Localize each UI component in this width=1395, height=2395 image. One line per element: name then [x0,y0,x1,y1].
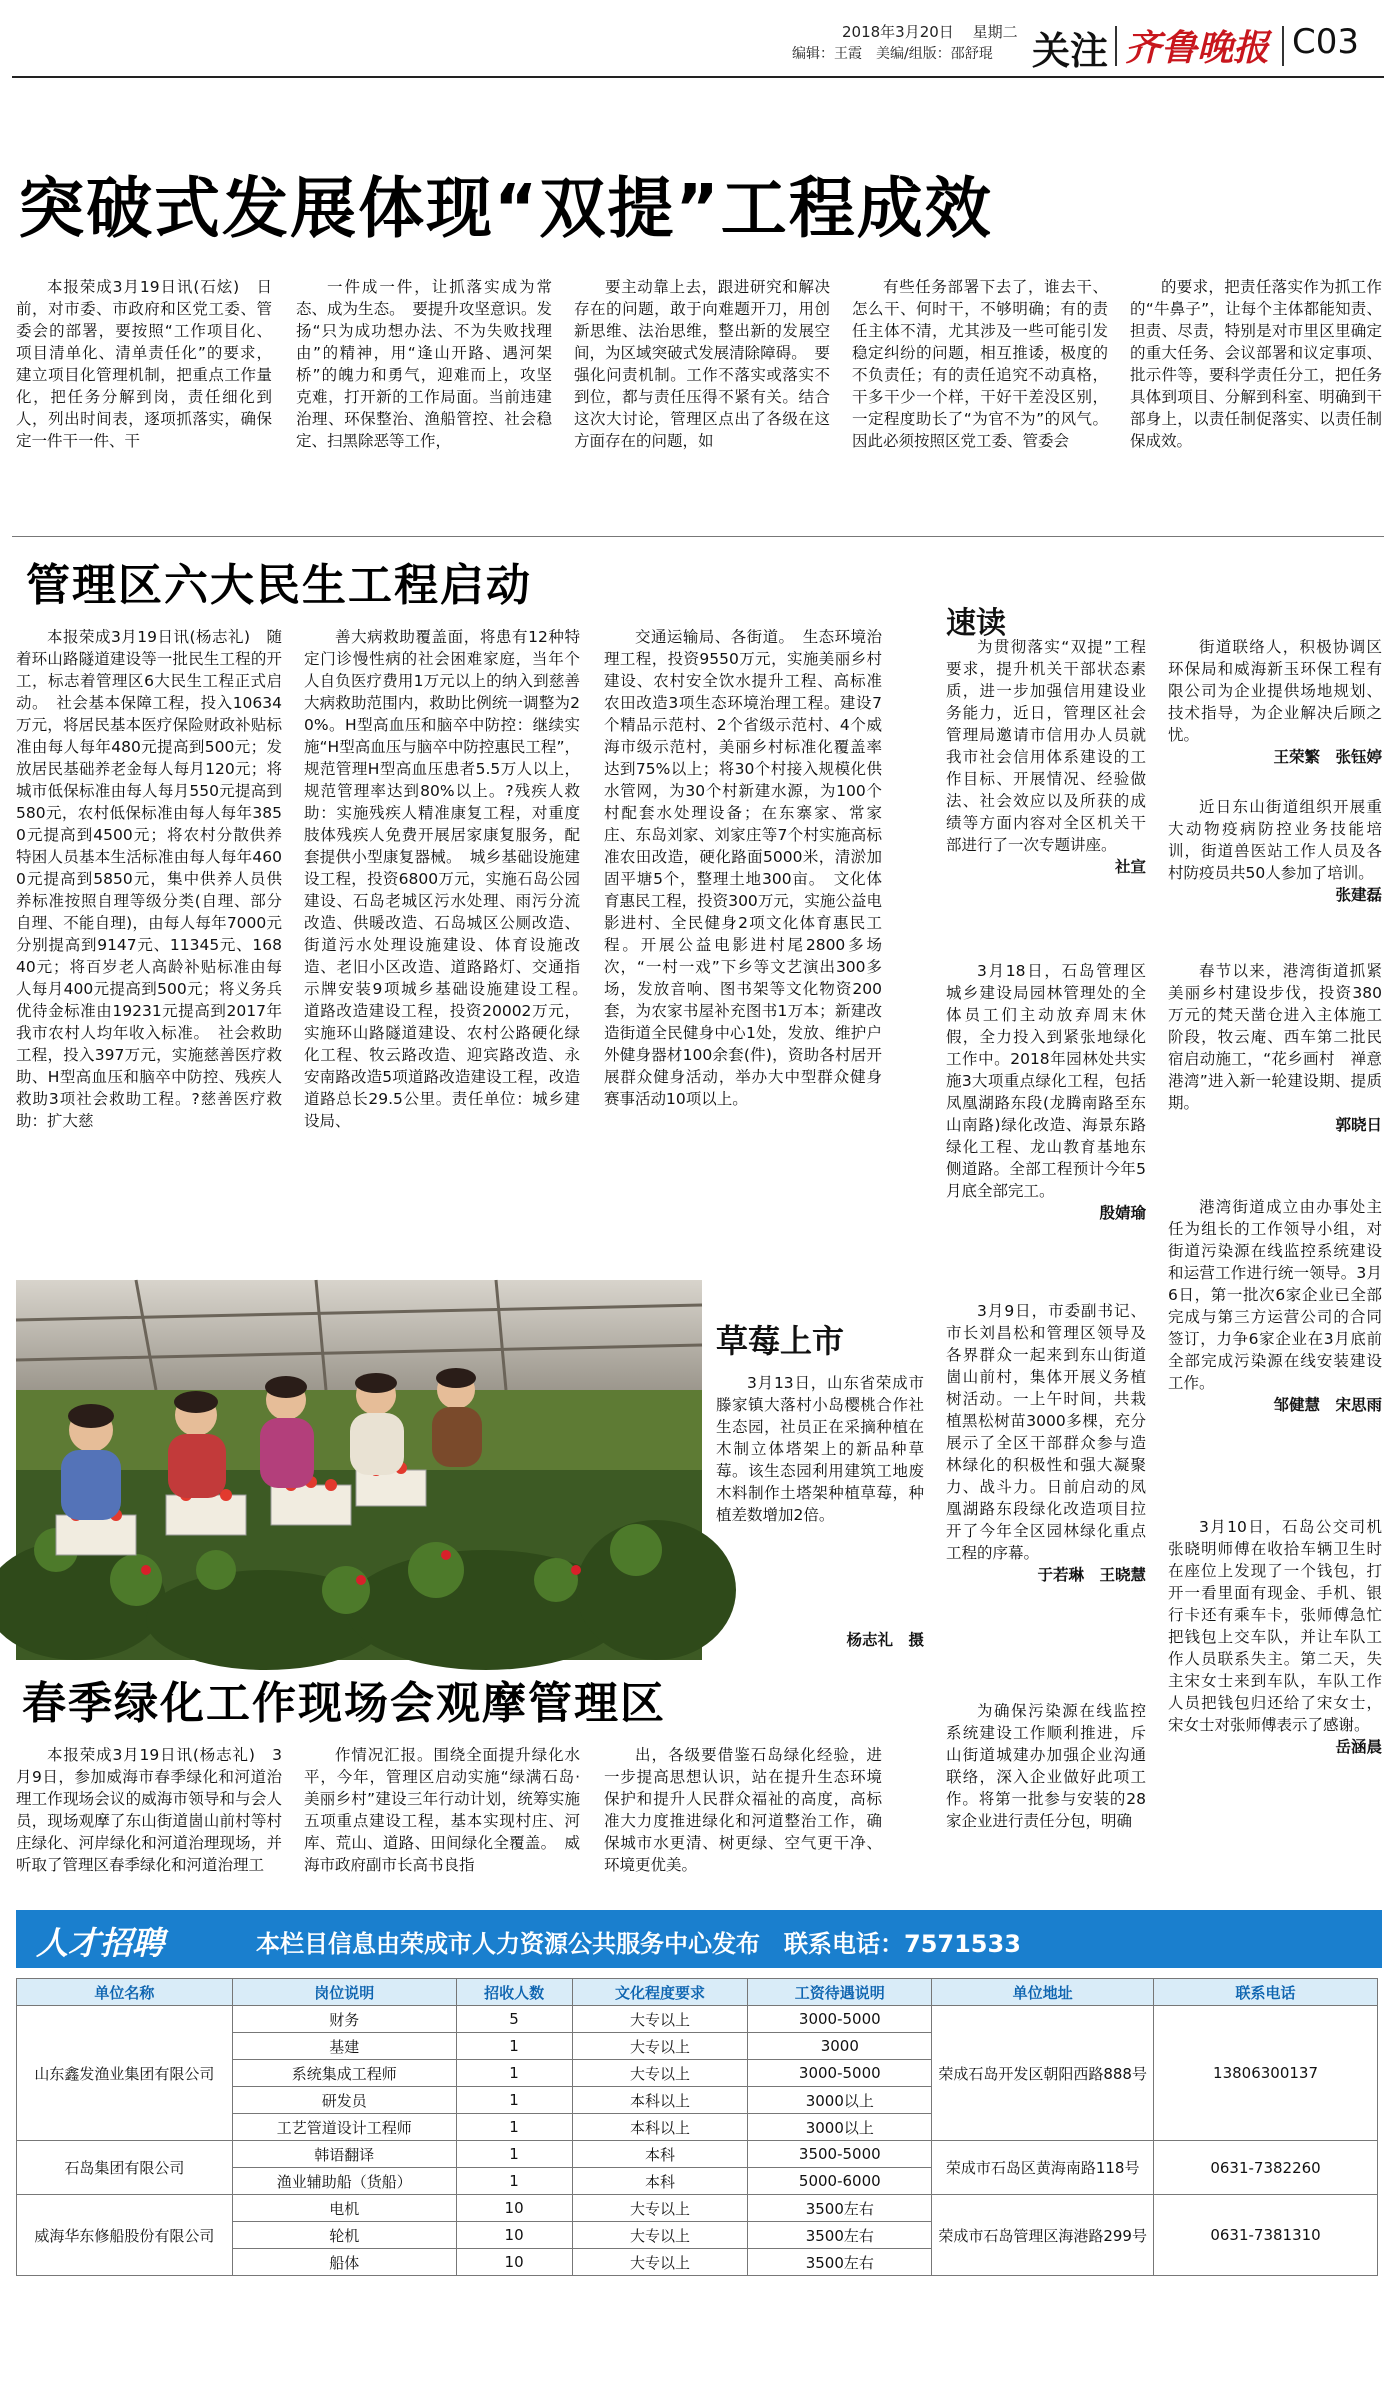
paper-logo: 齐鲁晚报 [1125,27,1270,69]
company-address: 荣成市石岛管理区海港路299号 [932,2195,1154,2276]
job-num: 1 [456,2114,572,2141]
story3-headline: 春季绿化工作现场会观摩管理区 [22,1678,666,1729]
job-num: 5 [456,2006,572,2033]
story3-col-1: 本报荣成3月19日讯(杨志礼) 3月9日，参加威海市春季绿化和河道治理工作现场会议的威海市领导和与会人员，现场观摩了东山街道崮山前村等村庄绿化、河岸绿化和河道治理现场，并听取了管理区春季绿化和河道治理工 [16,1746,282,1874]
job-post: 渔业辅助船（货船） [232,2168,456,2195]
recruit-table [16,1978,1378,2276]
masthead-date-line [842,22,1018,42]
job-edu: 本科 [572,2141,748,2168]
quick-col-e2: 近日东山街道组织开展重大动物疫病防控业务技能培训，街道兽医站工作人员及各村防疫员共50人参加了培训。 张建磊 [1168,798,1382,904]
job-edu: 本科以上 [572,2114,748,2141]
story3-col-2: 作情况汇报。围绕全面提升绿化水平，今年，管理区启动实施“绿满石岛·美丽乡村”建设三年行动计划，统筹实施五项重点建设工程，基本实现村庄、河库、荒山、道路、田间绿化全覆盖。 威海市政府副市长高书良指 [304,1746,580,1874]
job-pay: 3000 [748,2033,932,2060]
job-num: 1 [456,2033,572,2060]
recruit-logo: 人才招聘 [36,1924,165,1962]
section-title: 关注 [1032,29,1109,73]
job-post: 基建 [232,2033,456,2060]
company-address: 荣成市石岛区黄海南路118号 [932,2141,1154,2195]
quick-read-title: 速读 [946,606,1006,641]
col-header: 文化程度要求 [572,1979,748,2006]
job-pay: 3500-5000 [748,2141,932,2168]
issue-weekday: 星期二 [972,23,1018,41]
job-post: 系统集成工程师 [232,2060,456,2087]
strawberry-picking-photo [16,1280,702,1660]
job-edu: 本科 [572,2168,748,2195]
job-num: 10 [456,2249,572,2276]
story2-headline: 管理区六大民生工程启动 [26,560,532,611]
job-num: 10 [456,2195,572,2222]
quick-col-d: 为确保污染源在线监控系统建设工作顺利推进，斥山街道城建办加强企业沟通联络，深入企业做好此项工作。将第一批参与安装的28家企业进行责任分包，明确 [946,1702,1146,1830]
quick-col-e4: 港湾街道成立由办事处主任为组长的工作领导小组，对街道污染源在线监控系统建设和运营工作进行统一领导。3月6日，第一批次6家企业已全部完成与第三方运营公司的合同签订，力争6家企业在3月底前全部完成污染源在线安装建设工作。 邹健慧 宋思雨 [1168,1198,1382,1414]
quick-author-e1: 王荣繁 张钰婷 [1273,748,1382,766]
quick-author-b: 殷婧瑜 [1099,1204,1146,1222]
job-edu: 大专以上 [572,2060,748,2087]
col-header: 招收人数 [456,1979,572,2006]
issue-date: 2018年3月20日 [842,23,954,41]
story1-headline: 突破式发展体现“双提”工程成效 [18,170,993,247]
quick-author-e5: 岳涵晨 [1335,1738,1382,1756]
photo-story-title: 草莓上市 [716,1322,845,1360]
job-post: 研发员 [232,2087,456,2114]
story2-col-2: 善大病救助覆盖面，将患有12种特定门诊慢性病的社会困难家庭，当年个人自负医疗费用1万元以上的纳入到慈善大病救助范围内，救助比例统一调整为20%。H型高血压和脑卒中防控：继续实施“H型高血压与脑卒中防控惠民工程”，规范管理H型高血压患者5.5万人以上，规范管理率达到80%以上。?残疾人救助：实施残疾人精准康复工程，对重度肢体残疾人免费开展居家康复服务，配套提供小型康复器械。 城乡基础设施建设工程，投资6800万元，实施石岛公园建设、石岛老城区污水处理、雨污分流改造、供暖改造、石岛城区公厕改造、街道污水处理设施建设、体育设施改造、老旧小区改造、道路路灯、交通指示牌安装9项城乡基础设施建设工程。 道路改造建设工程，投资20002万元，实施环山路隧道建设、农村公路硬化绿化工程、牧云路改造、迎宾路改造、永安南路改造5项道路改造建设工程，改造道路总长29.5公里。责任单位：城乡建设局、 [304,628,596,1130]
job-num: 10 [456,2222,572,2249]
page-number: C03 [1292,22,1360,62]
job-num: 1 [456,2087,572,2114]
job-pay: 3000以上 [748,2087,932,2114]
photo-caption: 3月13日，山东省荣成市滕家镇大落村小岛樱桃合作社生态园，社员正在采摘种植在木制立体塔架上的新品种草莓。该生态园利用建筑工地废木料制作土塔架种植草莓，种植差数增加2倍。 [716,1374,924,1524]
col-header: 单位地址 [932,1979,1154,2006]
quick-col-c: 3月9日，市委副书记、市长刘昌松和管理区领导及各界群众一起来到东山街道崮山前村，集体开展义务植树活动。一上午时间，共栽植黑松树苗3000多棵，充分展示了全区干部群众参与造林绿化的积极性和强大凝聚力、战斗力。日前启动的凤凰湖路东段绿化改造项目拉开了今年全区园林绿化重点工程的序幕。 于若琳 王晓慧 [946,1302,1146,1584]
masthead-editors: 编辑：王霞 美编/组版：邵舒琨 [792,46,993,62]
job-post: 船体 [232,2249,456,2276]
quick-col-e5: 3月10日，石岛公交司机张晓明师傅在收拾车辆卫生时在座位上发现了一个钱包，打开一看里面有现金、手机、银行卡还有乘车卡，张师傅急忙把钱包上交车队，并让车队工作人员联系失主。第二天，失主宋女士来到车队，车队工作人员把钱包归还给了宋女士，宋女士对张师傅表示了感谢。 岳涵晨 [1168,1518,1382,1756]
job-post: 电机 [232,2195,456,2222]
story1-col-5: 的要求，把责任落实作为抓工作的“牛鼻子”，让每个主体都能知责、担责、尽责，特别是对市里区里确定的重大任务、会议部署和议定事项、批示件等，要科学责任分工，把任务具体到项目、分解到科室、明确到干部身上，以责任制促落实、以责任制保成效。 [1130,278,1382,450]
job-post: 工艺管道设计工程师 [232,2114,456,2141]
job-pay: 3000以上 [748,2114,932,2141]
photo-credit: 杨志礼 摄 [846,1631,924,1649]
story1-col-4: 有些任务部署下去了，谁去干、怎么干、何时干，不够明确；有的责任主体不清，尤其涉及一些可能引发稳定纠纷的问题，相互推诿，极度的不负责任；有的责任追究不动真格，干多干少一个样，干好干差没区别，一定程度助长了“为官不为”的风气。因此必须按照区党工委、管委会 [852,278,1108,450]
job-pay: 3500左右 [748,2195,932,2222]
quick-author-e2: 张建磊 [1335,886,1382,904]
quick-col-e3: 春节以来，港湾街道抓紧美丽乡村建设步伐，投资380万元的梵天凿仓进入主体施工阶段，牧云庵、西车第二批民宿启动施工，“花乡画村 禅意港湾”进入新一轮建设期、提质期。 郭晓日 [1168,962,1382,1134]
masthead-divider-2 [1282,26,1284,66]
story1-rule [12,536,1384,537]
job-num: 1 [456,2168,572,2195]
job-edu: 大专以上 [572,2222,748,2249]
company-name: 山东鑫发渔业集团有限公司 [17,2006,233,2141]
masthead-rule [12,76,1384,78]
masthead-divider [1115,26,1117,66]
job-num: 1 [456,2060,572,2087]
recruit-table-wrap [16,1978,1378,2276]
quick-author-a: 社宣 [1114,858,1146,876]
photo-illustration [16,1280,702,1660]
job-post: 轮机 [232,2222,456,2249]
job-post: 韩语翻译 [232,2141,456,2168]
job-pay: 5000-6000 [748,2168,932,2195]
company-phone: 13806300137 [1154,2006,1378,2141]
col-header: 工资待遇说明 [748,1979,932,2006]
story2-col-1: 本报荣成3月19日讯(杨志礼) 随着环山路隧道建设等一批民生工程的开工，标志着管理区6大民生工程正式启动。 社会基本保障工程，投入10634万元，将居民基本医疗保险财政补贴标准由每人每年480元提高到500元；发放居民基础养老金每人每月120元；将城市低保标准由每人每月550元提高到580元，农村低保标准由每人每年3850元提高到4500元；将农村分散供养特困人员基本生活标准由每人每年4600元提高到5850元，集中供养人员供养标准按照自理等级分类(自理、部分自理、不能自理)，由每人每年7000元分别提高到9147元、11345元、16840元；将百岁老人高龄补贴标准由每人每月400元提高到500元；将义务兵优待金标准由19231元提高到2017年我市农村人均年收入标准。 社会救助工程，投入397万元，实施慈善医疗救助、H型高血压和脑卒中防控、残疾人救助3项社会救助工程。?慈善医疗救助：扩大慈 [16,628,282,1130]
job-pay: 3000-5000 [748,2006,932,2033]
quick-col-b: 3月18日，石岛管理区城乡建设局园林管理处的全体员工们主动放弃周末休假，全力投入到紧张地绿化工作中。2018年园林处共实施3大项重点绿化工程，包括凤凰湖路东段(龙腾南路至东山南路)绿化改造、海景东路绿化工程、龙山教育基地东侧道路。全部工程预计今年5月底全部完工。 殷婧瑜 [946,962,1146,1222]
job-pay: 3500左右 [748,2222,932,2249]
table-row [17,2141,1378,2168]
recruit-banner-text: 本栏目信息由荣成市人力资源公共服务中心发布 联系电话：7571533 [256,1930,1021,1958]
table-header-row [17,1979,1378,2006]
story3-col-3: 出，各级要借鉴石岛绿化经验，进一步提高思想认识，站在提升生态环境保护和提升人民群众福祉的高度，高标准大力度推进绿化和河道整治工作，确保城市水更清、树更绿、空气更干净、环境更优美。 [604,1746,882,1874]
job-pay: 3500左右 [748,2249,932,2276]
company-address: 荣成石岛开发区朝阳西路888号 [932,2006,1154,2141]
company-name: 威海华东修船股份有限公司 [17,2195,233,2276]
job-edu: 大专以上 [572,2195,748,2222]
company-phone: 0631-7382260 [1154,2141,1378,2195]
quick-author-e3: 郭晓日 [1335,1116,1382,1134]
job-edu: 本科以上 [572,2087,748,2114]
quick-author-c: 于若琳 王晓慧 [1037,1566,1146,1584]
table-row [17,2195,1378,2222]
job-num: 1 [456,2141,572,2168]
col-header: 单位名称 [17,1979,233,2006]
table-row [17,2006,1378,2033]
quick-col-a: 为贯彻落实“双提”工程要求，提升机关干部状态素质，进一步加强信用建设业务能力，近日，管理区社会管理局邀请市信用办人员就我市社会信用体系建设的工作目标、开展情况、经验做法、社会效应以及所获的成绩等方面内容对全区机关干部进行了一次专题讲座。 社宣 [946,638,1146,876]
quick-col-e1: 街道联络人，积极协调区环保局和威海新玉环保工程有限公司为企业提供场地规划、技术指导，为企业解决后顾之忧。 王荣繁 张钰婷 [1168,638,1382,766]
job-edu: 大专以上 [572,2006,748,2033]
job-edu: 大专以上 [572,2249,748,2276]
quick-author-e4: 邹健慧 宋思雨 [1273,1396,1382,1414]
col-header: 联系电话 [1154,1979,1378,2006]
company-name: 石岛集团有限公司 [17,2141,233,2195]
story2-col-3: 交通运输局、各街道。 生态环境治理工程，投资9550万元，实施美丽乡村建设、农村安全饮水提升工程、高标准农田改造3项生态环境治理工程。建设7个精品示范村、2个省级示范村、4个威海市级示范村，美丽乡村标准化覆盖率达到75%以上；将30个村接入规模化供水管网，为30个村新建水源，为100个村配套水处理设备；在东寨家、常家庄、东岛刘家、刘家庄等7个村实施高标准农田改造，硬化路面5000米，清淤加固平塘5个，整理土地300亩。 文化体育惠民工程，投资300万元，实施公益电影进村、全民健身2项文化体育惠民工程。开展公益电影进村尾2800多场次，“一村一戏”下乡等文艺演出300多场，发放音响、图书架等文化物资200套，为农家书屋补充图书1万本；新建改造街道全民健身中心1处，发放、维护户外健身器材100余套(件)，资助各村居开展群众健身活动，举办大中型群众健身赛事活动10项以上。 [604,628,882,1108]
job-post: 财务 [232,2006,456,2033]
story1-col-3: 要主动靠上去，跟进研究和解决存在的问题，敢于向难题开刀，用创新思维、法治思维，整出新的发展空间，为区域突破式发展清除障碍。 要强化问责机制。工作不落实或落实不到位，都与责任压得不紧有关。结合这次大讨论，管理区点出了各级在这方面存在的问题，如 [574,278,830,450]
job-edu: 大专以上 [572,2033,748,2060]
col-header: 岗位说明 [232,1979,456,2006]
story1-col-1: 本报荣成3月19日讯(石炫) 日前，对市委、市政府和区党工委、管委会的部署，要按照“工作项目化、项目清单化、清单责任化”的要求，建立项目化管理机制，把重点工作量化，把任务分解到岗，责任细化到人，列出时间表，逐项抓落实，确保定一件干一件、干 [16,278,272,450]
job-pay: 3000-5000 [748,2060,932,2087]
company-phone: 0631-7381310 [1154,2195,1378,2276]
story1-col-2: 一件成一件，让抓落实成为常态、成为生态。 要提升攻坚意识。发扬“只为成功想办法、不为失败找理由”的精神，用“逢山开路、遇河架桥”的魄力和勇气，迎难而上，攻坚克难，打开新的工作局面。当前违建治理、环保整治、渔船管控、社会稳定、扫黑除恶等工作， [296,278,552,450]
